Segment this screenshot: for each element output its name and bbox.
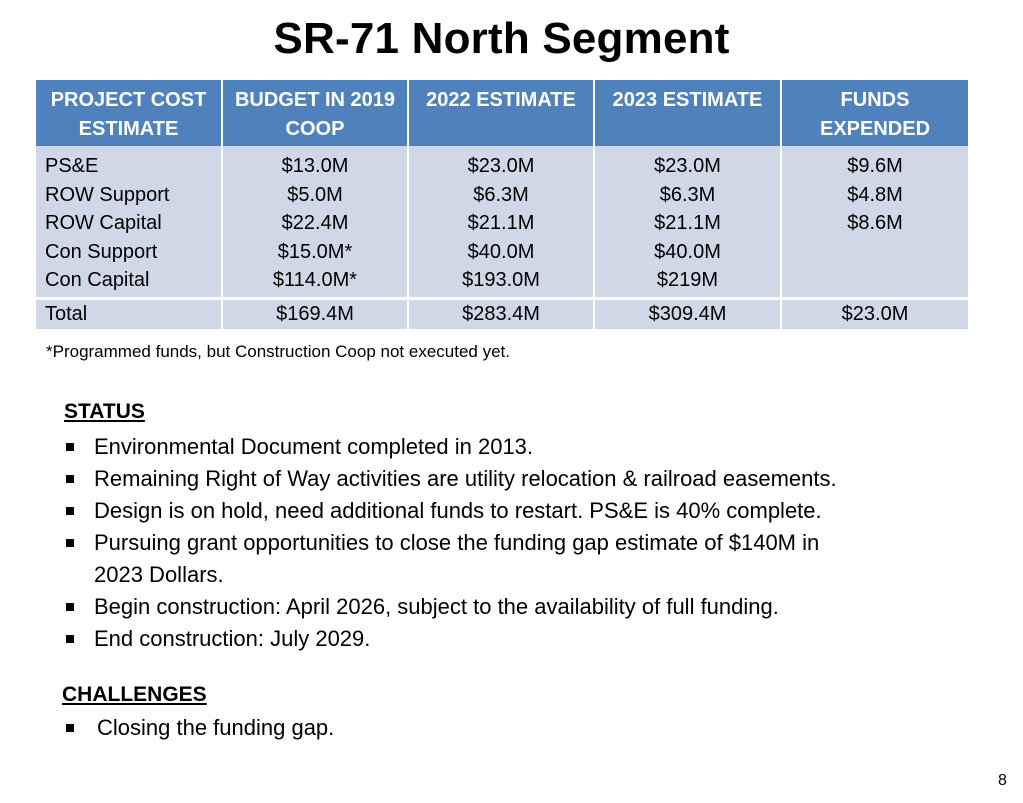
total-estimate-2022: $283.4M [408,298,594,329]
list-item [62,591,962,623]
list-item [62,712,962,744]
list-item [62,463,962,495]
table-header-row [36,80,968,146]
category-column [36,146,222,298]
status-list [62,431,962,655]
list-item-continuation [62,559,962,591]
cell-value: $40.0M [654,240,721,263]
estimate-2022-column [408,146,594,298]
square-bullet-icon [66,635,74,643]
page-number: 8 [998,772,1007,789]
header-line: PROJECT COST [50,89,207,111]
header-line: 2023 ESTIMATE [612,89,763,111]
total-budget-2019: $169.4M [222,298,408,329]
square-bullet-icon [66,724,74,732]
header-funds-expended [781,80,968,146]
header-2023-estimate [594,80,781,146]
list-item-text: Remaining Right of Way activities are utility relocation & railroad easements. [94,466,837,491]
cell-value: $21.1M [654,212,721,235]
challenges-list [62,712,962,744]
estimate-2023-column [594,146,781,298]
square-bullet-icon [66,507,74,515]
list-item [62,431,962,463]
list-item [62,527,962,559]
list-item-text: Closing the funding gap. [97,715,335,740]
list-item-text: Environmental Document completed in 2013. [94,434,534,459]
cell-value: $6.3M [659,183,716,206]
list-item [62,495,962,527]
cell-value: $4.8M [847,183,903,206]
header-line: ESTIMATE [78,118,179,140]
status-heading: STATUS [64,400,145,423]
square-bullet-icon [66,603,74,611]
header-2022-estimate [408,80,594,146]
header-project-cost-estimate [36,80,222,146]
total-estimate-2023: $309.4M [594,298,781,329]
category-label: Con Support [45,240,158,263]
cell-value: $13.0M [281,155,349,177]
cell-value: $5.0M [287,183,343,206]
total-row [36,298,968,329]
cell-value: $9.6M [847,155,903,177]
header-budget-2019-coop [222,80,408,146]
budget-2019-column [222,146,408,298]
category-label: ROW Capital [45,212,162,235]
funds-expended-column [781,146,968,298]
cell-value: $22.4M [281,212,349,235]
category-label: Con Capital [45,269,150,292]
square-bullet-icon [66,443,74,451]
square-bullet-icon [66,475,74,483]
category-label: PS&E [45,155,99,177]
total-funds-expended: $23.0M [781,298,968,329]
page-title: SR-71 North Segment [273,14,730,63]
cell-value: $219M [656,269,719,292]
cell-value: $23.0M [654,155,721,177]
cell-value: $40.0M [467,240,535,263]
category-label: ROW Support [45,183,170,206]
list-item [62,623,962,655]
cell-value: $15.0M* [277,240,353,263]
square-bullet-icon [66,539,74,547]
header-line: EXPENDED [819,118,931,140]
challenges-heading: CHALLENGES [62,683,207,706]
table-row [36,146,968,298]
list-item-text: Design is on hold, need additional funds to restart. PS&E is 40% complete. [94,498,822,523]
cell-value: $23.0M [467,155,535,177]
list-item-text: Pursuing grant opportunities to close the funding gap estimate of $140M in [94,530,820,555]
header-line: FUNDS [840,89,910,111]
header-line: 2022 ESTIMATE [426,89,576,111]
project-cost-table [36,80,968,329]
cell-value: $21.1M [467,212,535,235]
list-item-text: 2023 Dollars. [94,562,224,587]
cell-value: $8.6M [847,212,903,235]
total-label: Total [36,298,222,329]
header-line: COOP [285,118,345,140]
cell-value: $193.0M [462,269,540,292]
cell-value: $114.0M* [272,269,358,292]
footnote: *Programmed funds, but Construction Coop not executed yet. [46,342,510,361]
cell-value: $6.3M [473,183,529,206]
list-item-text: Begin construction: April 2026, subject to the availability of full funding. [94,594,779,619]
header-line: BUDGET IN 2019 [234,89,396,111]
list-item-text: End construction: July 2029. [94,626,371,651]
